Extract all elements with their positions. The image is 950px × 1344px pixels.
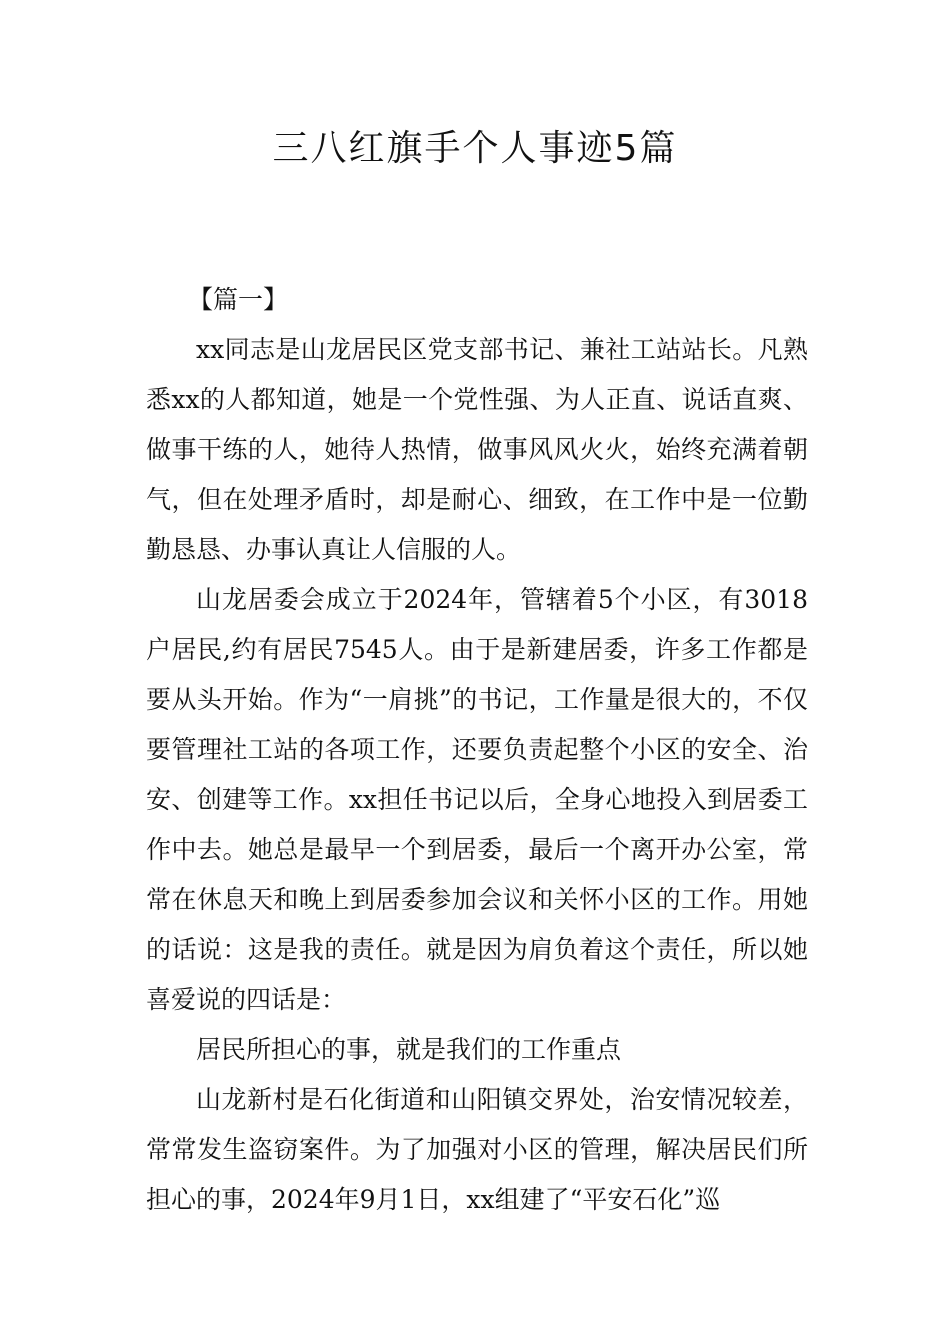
document-title: 三八红旗手个人事迹5篇 [272, 128, 678, 169]
document-body [146, 275, 808, 1225]
section-label: 【篇一】 [188, 285, 289, 314]
paragraph: 山龙新村是石化街道和山阳镇交界处，治安情况较差，常常发生盗窃案件。为了加强对小区的管理，解决居民们所担心的事，2024年9月1日，xx组建了“平安石化”巡 [146, 1085, 808, 1214]
subheading: 居民所担心的事，就是我们的工作重点 [196, 1035, 622, 1064]
paragraph: 山龙居委会成立于2024年，管辖着5个小区，有3018户居民,约有居民7545人。由于是新建居委，许多工作都是要从头开始。作为“一肩挑”的书记，工作量是很大的，不仅要管理社工站的各项工作，还要负责起整个小区的安全、治安、创建等工作。xx担任书记以后，全身心地投入到居委工作中去。她总是最早一个到居委，最后一个离开办公室，常常在休息天和晚上到居委参加会议和关怀小区的工作。用她的话说：这是我的责任。就是因为肩负着这个责任，所以她喜爱说的四话是： [146, 585, 808, 1014]
paragraph: xx同志是山龙居民区党支部书记、兼社工站站长。凡熟悉xx的人都知道，她是一个党性强、为人正直、说话直爽、做事干练的人，她待人热情，做事风风火火，始终充满着朝气，但在处理矛盾时，却是耐心、细致，在工作中是一位勤勤恳恳、办事认真让人信服的人。 [146, 335, 808, 564]
